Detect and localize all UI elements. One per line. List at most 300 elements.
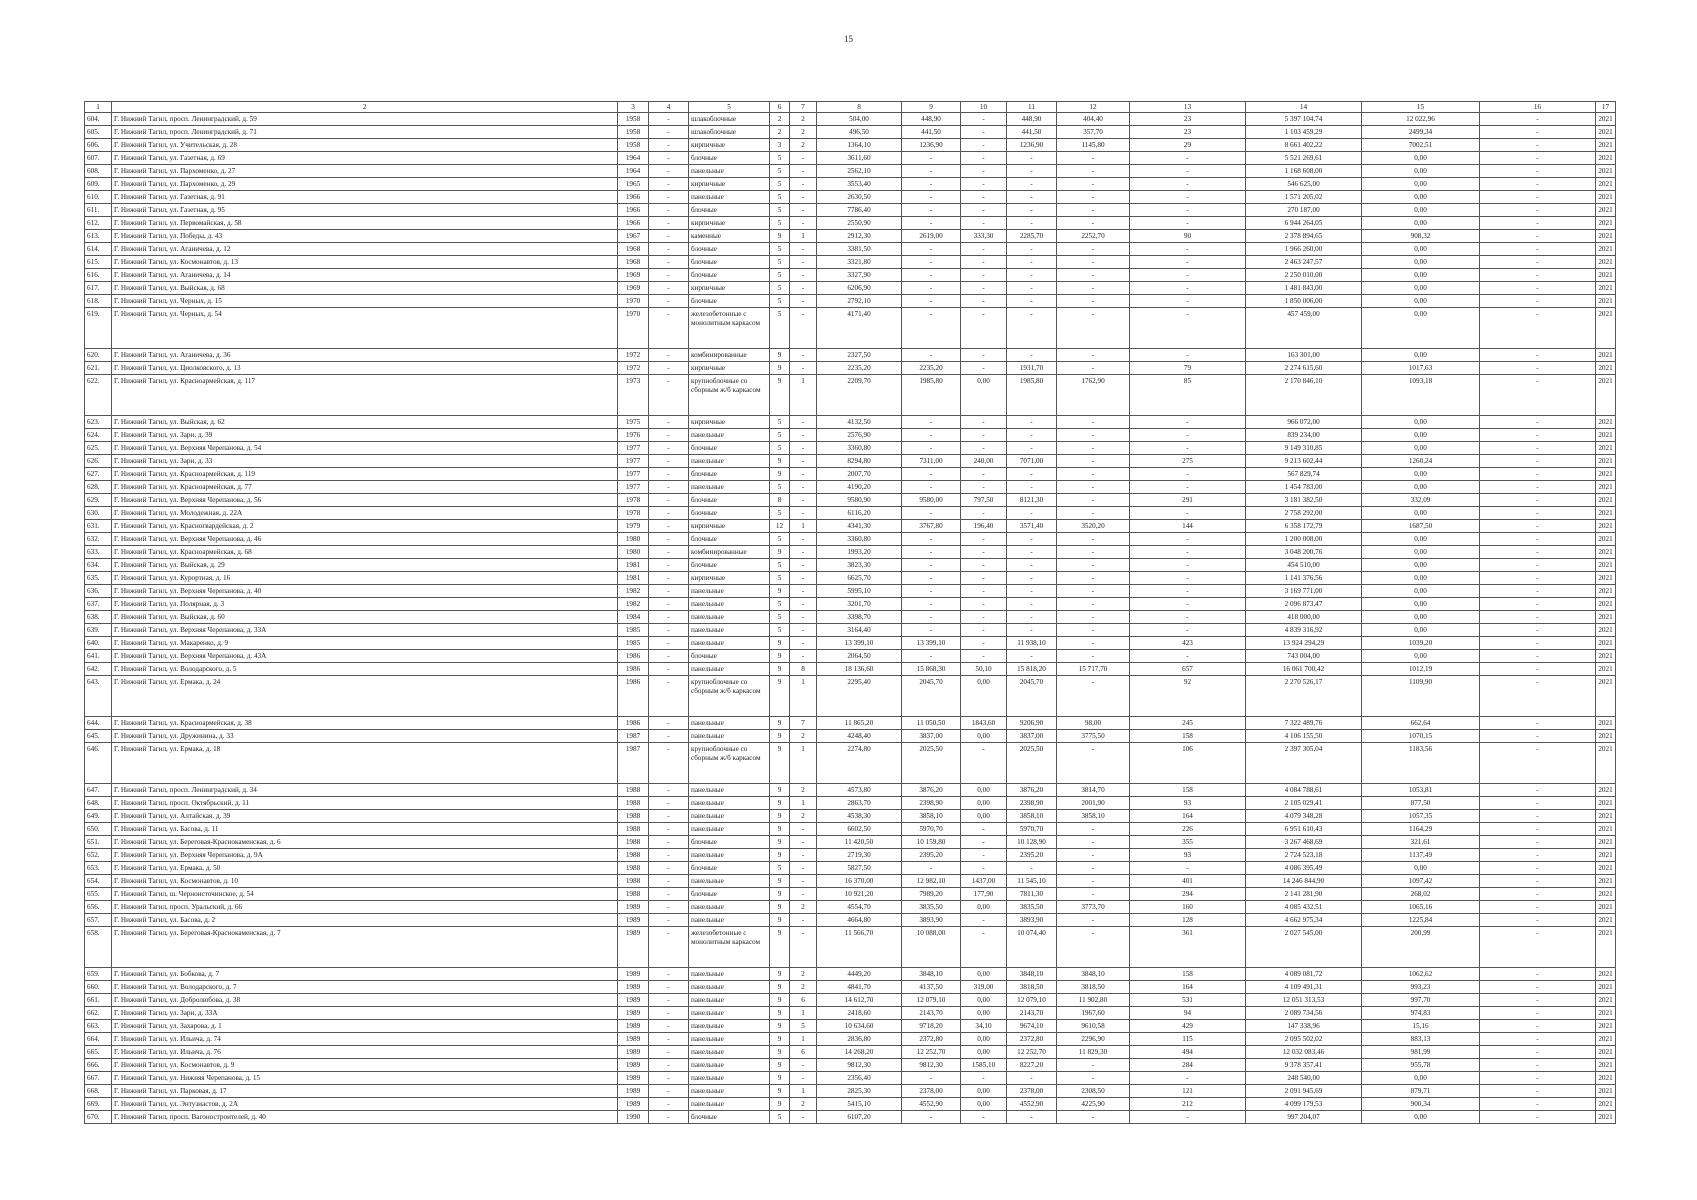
table-cell: 6 358 172,79 [1246,520,1362,533]
table-row [85,994,1616,1007]
table-cell: 2021 [1596,1059,1616,1072]
table-cell: панельные [689,784,770,797]
table-cell: 226 [1130,823,1246,836]
table-cell: панельные [689,797,770,810]
table-cell: - [649,362,689,375]
table-cell: панельные [689,1059,770,1072]
table-cell: - [902,650,961,663]
table-cell: - [1007,191,1057,204]
table-cell: - [1130,862,1246,875]
table-cell: Г. Нижний Тагил, ул. Космонавтов, д. 13 [112,256,618,269]
table-cell: Г. Нижний Тагил, ул. Космонавтов, д. 9 [112,1059,618,1072]
table-cell: Г. Нижний Тагил, просп. Октябрьский, д. 11 [112,797,618,810]
table-cell: - [649,810,689,823]
table-cell: 6107,20 [817,1111,902,1124]
table-cell: 2021 [1596,282,1616,295]
table-cell: - [649,113,689,126]
table-cell: Г. Нижний Тагил, ул. Красноармейская, д. 38 [112,717,618,730]
table-cell: 2021 [1596,1007,1616,1020]
table-cell: 5 [770,507,790,520]
table-cell: Г. Нижний Тагил, ул. Береговая-Краснокаменская, д. 6 [112,836,618,849]
table-cell: 2021 [1596,810,1616,823]
table-cell: - [961,743,1007,784]
table-cell: 2143,70 [1007,1007,1057,1020]
table-cell: 2395,20 [902,849,961,862]
table-cell: 9 [770,663,790,676]
table-cell: 1 168 608,00 [1246,165,1362,178]
table-cell: 641. [85,650,112,663]
table-row [85,676,1616,717]
table-cell: 646. [85,743,112,784]
table-cell: 9 [770,875,790,888]
table-cell: 332,09 [1362,494,1480,507]
table-cell: - [649,559,689,572]
table-cell: 5 [770,1111,790,1124]
table-cell: 1988 [618,797,649,810]
table-row [85,810,1616,823]
table-cell: Г. Нижний Тагил, ул. Захарова, д. 1 [112,1020,618,1033]
table-cell: - [649,126,689,139]
table-cell: 1989 [618,1072,649,1085]
table-cell: 9674,10 [1007,1020,1057,1033]
table-row [85,349,1616,362]
table-cell: - [961,256,1007,269]
table-cell: 1989 [618,901,649,914]
table-cell: панельные [689,165,770,178]
table-cell: 404,40 [1057,113,1130,126]
table-cell: - [649,468,689,481]
table-cell: 15 868,30 [902,663,961,676]
table-cell: - [790,862,817,875]
table-cell: - [902,598,961,611]
table-cell: - [649,165,689,178]
table-cell: 9 [770,797,790,810]
table-cell: - [1130,1111,1246,1124]
table-cell: - [1130,442,1246,455]
table-cell: 2021 [1596,1085,1616,1098]
table-cell: панельные [689,1046,770,1059]
table-cell: 2378,00 [902,1085,961,1098]
table-cell: 2021 [1596,1033,1616,1046]
table-cell: 14 246 844,90 [1246,875,1362,888]
table-cell: панельные [689,598,770,611]
table-cell: 5 [770,204,790,217]
table-cell: 144 [1130,520,1246,533]
table-cell: 993,23 [1362,981,1480,994]
table-cell: 2021 [1596,901,1616,914]
table-cell: - [649,784,689,797]
table-cell: 3321,80 [817,256,902,269]
table-cell: 1977 [618,481,649,494]
table-cell: 5 [770,256,790,269]
table-cell: 5 [770,165,790,178]
table-row [85,1072,1616,1085]
table-cell: 2 [790,968,817,981]
table-row [85,362,1616,375]
table-cell: 5 [770,533,790,546]
table-cell: 1966 [618,204,649,217]
table-cell: 2021 [1596,308,1616,349]
table-cell: 1 [790,1007,817,1020]
table-cell: - [1480,481,1596,494]
table-cell: кирпичные [689,282,770,295]
table-cell: - [1057,1111,1130,1124]
table-cell: 1969 [618,282,649,295]
table-cell: Г. Нижний Тагил, ул. Верхняя Черепанова, д. 46 [112,533,618,546]
table-cell: 2021 [1596,875,1616,888]
table-cell: 1990 [618,1111,649,1124]
table-cell: - [961,362,1007,375]
table-cell: 2 091 945,69 [1246,1085,1362,1098]
table-cell: 9 [770,1020,790,1033]
table-cell: 5 [770,611,790,624]
table-row [85,650,1616,663]
table-cell: Г. Нижний Тагил, ул. Учительская, д. 28 [112,139,618,152]
table-cell: 661. [85,994,112,1007]
table-cell: - [902,611,961,624]
table-cell: 620. [85,349,112,362]
table-cell: Г. Нижний Тагил, ул. Верхняя Черепанова, д. 43А [112,650,618,663]
table-cell: 5827,50 [817,862,902,875]
column-header: 17 [1596,102,1616,113]
table-cell: - [961,139,1007,152]
table-row [85,611,1616,624]
table-cell: 616. [85,269,112,282]
table-cell: 0,00 [1362,650,1480,663]
table-cell: 2021 [1596,178,1616,191]
table-cell: 18 136,60 [817,663,902,676]
table-row [85,126,1616,139]
table-cell: - [961,269,1007,282]
table-cell: - [1480,1059,1596,1072]
table-cell: Г. Нижний Тагил, ул. Выйская, д. 68 [112,282,618,295]
table-cell: блочные [689,442,770,455]
table-cell: - [790,914,817,927]
table-cell: 361 [1130,927,1246,968]
table-cell: 981,99 [1362,1046,1480,1059]
table-cell: 9 149 310,85 [1246,442,1362,455]
table-cell: - [649,243,689,256]
table-cell: 163 301,00 [1246,349,1362,362]
table-cell: 2021 [1596,533,1616,546]
table-row [85,178,1616,191]
table-cell: 2398,90 [1007,797,1057,810]
table-cell: 2 758 292,00 [1246,507,1362,520]
table-cell: 638. [85,611,112,624]
table-cell: - [961,637,1007,650]
table-cell: - [1007,295,1057,308]
table-cell: 9 [770,743,790,784]
table-cell: - [961,546,1007,559]
table-cell: - [1480,204,1596,217]
table-cell: 5 [770,598,790,611]
table-cell: 454 510,00 [1246,559,1362,572]
table-cell: 2836,80 [817,1033,902,1046]
table-cell: - [1007,624,1057,637]
table-cell: 12 [770,520,790,533]
table-row [85,914,1616,927]
table-cell: 2021 [1596,507,1616,520]
table-row [85,139,1616,152]
table-cell: - [1057,849,1130,862]
table-cell: - [1007,862,1057,875]
table-cell: - [1057,559,1130,572]
column-header: 1 [85,102,112,113]
table-cell: 1977 [618,468,649,481]
table-cell: 1975 [618,416,649,429]
table-cell: Г. Нижний Тагил, ул. Аганичева, д. 36 [112,349,618,362]
table-cell: 2021 [1596,717,1616,730]
table-cell: - [1480,1072,1596,1085]
table-cell: 0,00 [961,797,1007,810]
table-cell: 1982 [618,598,649,611]
table-cell: 0,00 [961,994,1007,1007]
table-cell: - [1480,981,1596,994]
table-cell: комбинированные [689,349,770,362]
table-cell: - [902,152,961,165]
table-cell: - [790,204,817,217]
table-cell: блочные [689,269,770,282]
table-cell: 654. [85,875,112,888]
table-cell: 1973 [618,375,649,416]
table-cell: 12 022,96 [1362,113,1480,126]
table-cell: 11 050,50 [902,717,961,730]
table-cell: 4 084 788,61 [1246,784,1362,797]
table-cell: 1 966 260,00 [1246,243,1362,256]
table-cell: 4225,90 [1057,1098,1130,1111]
table-cell: 2719,30 [817,849,902,862]
table-cell: - [1057,585,1130,598]
table-cell: - [1007,546,1057,559]
table-cell: 2 274 615,60 [1246,362,1362,375]
table-cell: 2021 [1596,743,1616,784]
table-cell: 9 [770,1046,790,1059]
table-cell: 658. [85,927,112,968]
table-cell: - [1057,823,1130,836]
table-cell: - [902,862,961,875]
table-cell: - [649,481,689,494]
table-cell: кирпичные [689,520,770,533]
table-cell: 1981 [618,572,649,585]
table-cell: - [649,981,689,994]
table-cell: 2 270 526,17 [1246,676,1362,717]
table-cell: - [961,295,1007,308]
header-row [85,102,1616,113]
table-cell: 3 181 382,50 [1246,494,1362,507]
table-cell: Г. Нижний Тагил, ул. Зари, д. 33А [112,1007,618,1020]
table-cell: 1687,50 [1362,520,1480,533]
table-cell: - [902,481,961,494]
table-cell: 4538,30 [817,810,902,823]
column-header: 15 [1362,102,1480,113]
table-cell: - [1057,494,1130,507]
table-cell: блочные [689,888,770,901]
table-cell: 1 141 376,56 [1246,572,1362,585]
table-cell: 797,50 [961,494,1007,507]
table-cell: 98,00 [1057,717,1130,730]
table-cell: - [902,191,961,204]
table-cell: 3571,40 [1007,520,1057,533]
table-cell: 1986 [618,650,649,663]
table-cell: - [1480,810,1596,823]
table-cell: 11 902,80 [1057,994,1130,1007]
table-cell: - [1057,927,1130,968]
table-cell: 9 [770,730,790,743]
table-cell: 1989 [618,1046,649,1059]
table-cell: - [1480,797,1596,810]
table-cell: 3201,70 [817,598,902,611]
table-cell: - [961,507,1007,520]
table-cell: 0,00 [961,784,1007,797]
table-cell: 3835,50 [1007,901,1057,914]
table-cell: 2 096 873,47 [1246,598,1362,611]
table-cell: 2 105 029,41 [1246,797,1362,810]
table-cell: 0,00 [961,1007,1007,1020]
table-cell: Г. Нижний Тагил, ул. Верхняя Черепанова, д. 33А [112,624,618,637]
table-cell: - [1480,676,1596,717]
table-cell: панельные [689,1020,770,1033]
table-cell: 448,90 [1007,113,1057,126]
table-row [85,1059,1616,1072]
table-cell: 2825,30 [817,1085,902,1098]
column-header: 14 [1246,102,1362,113]
table-cell: 2025,50 [902,743,961,784]
table-cell: - [1130,191,1246,204]
table-cell: 5 [790,1020,817,1033]
table-cell: - [649,624,689,637]
table-cell: 248 540,00 [1246,1072,1362,1085]
table-cell: панельные [689,1007,770,1020]
table-cell: 11 865,20 [817,717,902,730]
table-cell: 15 818,20 [1007,663,1057,676]
table-cell: 1 [790,520,817,533]
table-cell: 8 [770,494,790,507]
table-cell: 1843,60 [961,717,1007,730]
table-cell: 3 [770,139,790,152]
table-cell: - [649,152,689,165]
table-cell: панельные [689,1072,770,1085]
table-cell: 2 095 502,02 [1246,1033,1362,1046]
table-cell: 1585,10 [961,1059,1007,1072]
table-cell: 3767,80 [902,520,961,533]
table-cell: - [1007,243,1057,256]
table-cell: 3848,10 [902,968,961,981]
table-cell: 669. [85,1098,112,1111]
table-cell: 9 [770,810,790,823]
table-cell: - [1057,269,1130,282]
table-cell: 3381,50 [817,243,902,256]
table-cell: 3 267 468,69 [1246,836,1362,849]
table-cell: 0,00 [961,1033,1007,1046]
table-cell: - [649,585,689,598]
table-cell: - [902,442,961,455]
table-row [85,927,1616,968]
table-cell: - [1480,230,1596,243]
table-cell: 9 [770,888,790,901]
table-cell: панельные [689,730,770,743]
table-cell: 2021 [1596,481,1616,494]
table-cell: 11 566,70 [817,927,902,968]
table-cell: 643. [85,676,112,717]
table-cell: 637. [85,598,112,611]
table-cell: - [790,624,817,637]
table-cell: 2021 [1596,994,1616,1007]
table-cell: 2 [790,981,817,994]
table-cell: Г. Нижний Тагил, ул. Басова, д. 11 [112,823,618,836]
table-cell: 4573,80 [817,784,902,797]
table-cell: 284 [1130,1059,1246,1072]
table-cell: Г. Нижний Тагил, ул. Черных, д. 15 [112,295,618,308]
table-cell: Г. Нижний Тагил, ул. Макаренко, д. 9 [112,637,618,650]
table-cell: 92 [1130,676,1246,717]
table-cell: 2021 [1596,1046,1616,1059]
table-cell: - [961,308,1007,349]
table-cell: - [1057,875,1130,888]
table-cell: 2021 [1596,375,1616,416]
column-header: 3 [618,102,649,113]
table-cell: - [961,243,1007,256]
table-cell: - [1057,442,1130,455]
table-cell: Г. Нижний Тагил, просп. Ленинградский, д. 59 [112,113,618,126]
table-cell: блочные [689,204,770,217]
table-cell: 1978 [618,494,649,507]
table-cell: 2001,90 [1057,797,1130,810]
table-cell: 1017,63 [1362,362,1480,375]
table-cell: 666. [85,1059,112,1072]
table-cell: 5 521 269,61 [1246,152,1362,165]
table-cell: 0,00 [1362,559,1480,572]
table-cell: - [1480,927,1596,968]
table-cell: - [1057,611,1130,624]
table-cell: - [1057,204,1130,217]
table-cell: 1164,29 [1362,823,1480,836]
table-row [85,784,1616,797]
table-cell: Г. Нижний Тагил, ул. Молодежная, д. 22А [112,507,618,520]
table-cell: - [649,349,689,362]
table-cell: - [902,572,961,585]
table-cell: 1236,90 [1007,139,1057,152]
table-cell: 662. [85,1007,112,1020]
table-cell: панельные [689,611,770,624]
table-cell: 12 079,10 [902,994,961,1007]
table-cell: - [1007,416,1057,429]
table-cell: - [649,927,689,968]
table-row [85,1111,1616,1124]
table-cell: 5995,10 [817,585,902,598]
table-cell: Г. Нижний Тагил, ул. Пархоменко, д. 29 [112,178,618,191]
table-cell: 0,00 [961,1046,1007,1059]
table-cell: 9 378 357,41 [1246,1059,1362,1072]
table-cell: 121 [1130,1085,1246,1098]
table-cell: - [649,416,689,429]
table-cell: панельные [689,875,770,888]
table-cell: 0,00 [1362,1072,1480,1085]
table-cell: 3858,10 [1007,810,1057,823]
table-cell: - [790,362,817,375]
table-cell: 0,00 [1362,282,1480,295]
column-header: 9 [902,102,961,113]
table-cell: 2021 [1596,598,1616,611]
table-cell: - [1480,717,1596,730]
table-cell: 2021 [1596,572,1616,585]
column-header: 8 [817,102,902,113]
table-cell: 1982 [618,585,649,598]
table-cell: 2021 [1596,165,1616,178]
table-cell: - [1480,784,1596,797]
table-cell: - [790,217,817,230]
table-cell: - [902,178,961,191]
table-cell: 4449,20 [817,968,902,981]
